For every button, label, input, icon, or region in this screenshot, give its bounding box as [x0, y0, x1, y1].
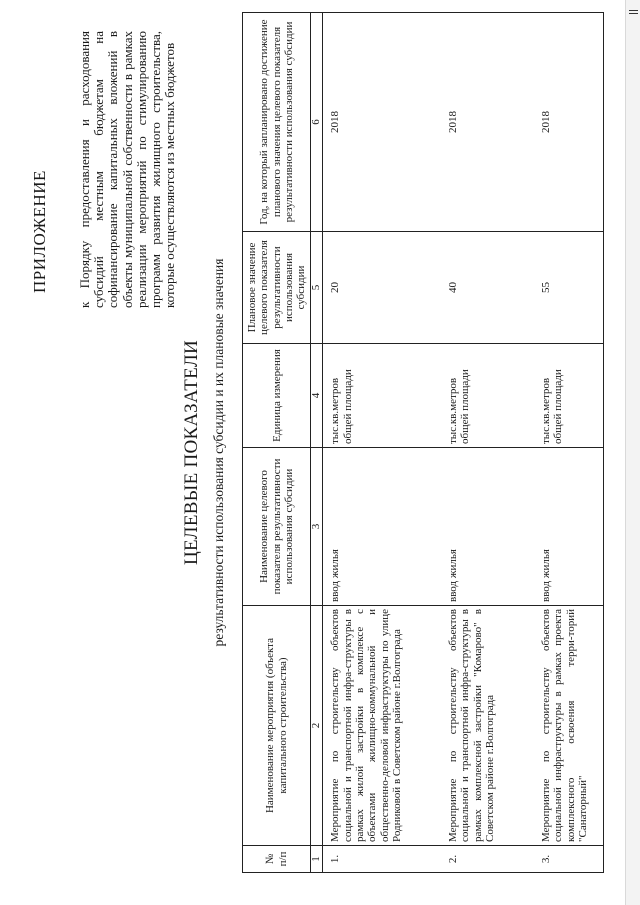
document-title: ЦЕЛЕВЫЕ ПОКАЗАТЕЛИ [181, 339, 202, 566]
header-number: № п/п [243, 846, 311, 873]
indicator-name: ввод жилья [323, 448, 441, 606]
appendix-title: ПРИЛОЖЕНИЕ [30, 170, 49, 293]
table-row [323, 13, 441, 873]
header-target-year: Год, на который запланировано достижение планового значения целевого показателя результативности использования субсидии [243, 13, 311, 232]
event-name: Мероприятие по строительству объектов социальной инфраструктуры в рамках проекта комплексного освоения терри-торий "Санаторный" [534, 606, 604, 846]
column-number-row [311, 13, 323, 873]
planned-value: 55 [534, 232, 604, 344]
appendix-reference-text: к Порядку предоставления и расходования субсидий местным бюджетам на софинансирование капитальных вложений в объекты муниципальной собственности в рамках реализации мероприятий по стимулированию программ развития жилищного строительства, которые осуществляются из местных бюджетов [77, 31, 178, 308]
row-number: 2. [441, 846, 534, 873]
planned-value: 20 [323, 232, 441, 344]
target-year: 2018 [534, 13, 604, 232]
event-name: Мероприятие по строительству объектов социальной и транспортной инфра-структуры в рамках жилой застройки в комплексе с объектами жилищно-коммунальной и общественно-деловой инфраструктуры по улице Родниковой в Советском районе г.Волгограда [323, 606, 441, 846]
column-number: 1 [311, 846, 323, 873]
indicator-name: ввод жилья [534, 448, 604, 606]
indicators-table [242, 12, 604, 873]
event-name: Мероприятие по строительству объектов социальной и транспортной инфра-структуры в рамках комплексной застройки "Комарово" в Советском районе г.Волгограда [441, 606, 534, 846]
column-number: 6 [311, 13, 323, 232]
target-year: 2018 [441, 13, 534, 232]
header-unit: Единица измерения [243, 344, 311, 448]
planned-value: 40 [441, 232, 534, 344]
column-number: 5 [311, 232, 323, 344]
header-indicator-name: Наименование целевого показателя результативности использования субсидии [243, 448, 311, 606]
table-row [441, 13, 534, 873]
column-number: 2 [311, 606, 323, 846]
edge-mark [629, 13, 638, 14]
column-number: 4 [311, 344, 323, 448]
table-row [534, 13, 604, 873]
page-edge [625, 0, 640, 905]
header-event-name: Наименование мероприятия (объекта капитального строительства) [243, 606, 311, 846]
indicator-name: ввод жилья [441, 448, 534, 606]
column-number: 3 [311, 448, 323, 606]
target-year: 2018 [323, 13, 441, 232]
row-number: 1. [323, 846, 441, 873]
edge-mark [629, 10, 638, 11]
unit: тыс.кв.метров общей площади [323, 344, 441, 448]
header-planned-value: Плановое значение целевого показателя результативности использования субсидии [243, 232, 311, 344]
unit: тыс.кв.метров общей площади [441, 344, 534, 448]
unit: тыс.кв.метров общей площади [534, 344, 604, 448]
document-subtitle: результативности использования субсидии и их плановые значения [211, 258, 226, 647]
row-number: 3. [534, 846, 604, 873]
rotated-document-sheet [6, 10, 616, 895]
table-header-row [243, 13, 311, 873]
